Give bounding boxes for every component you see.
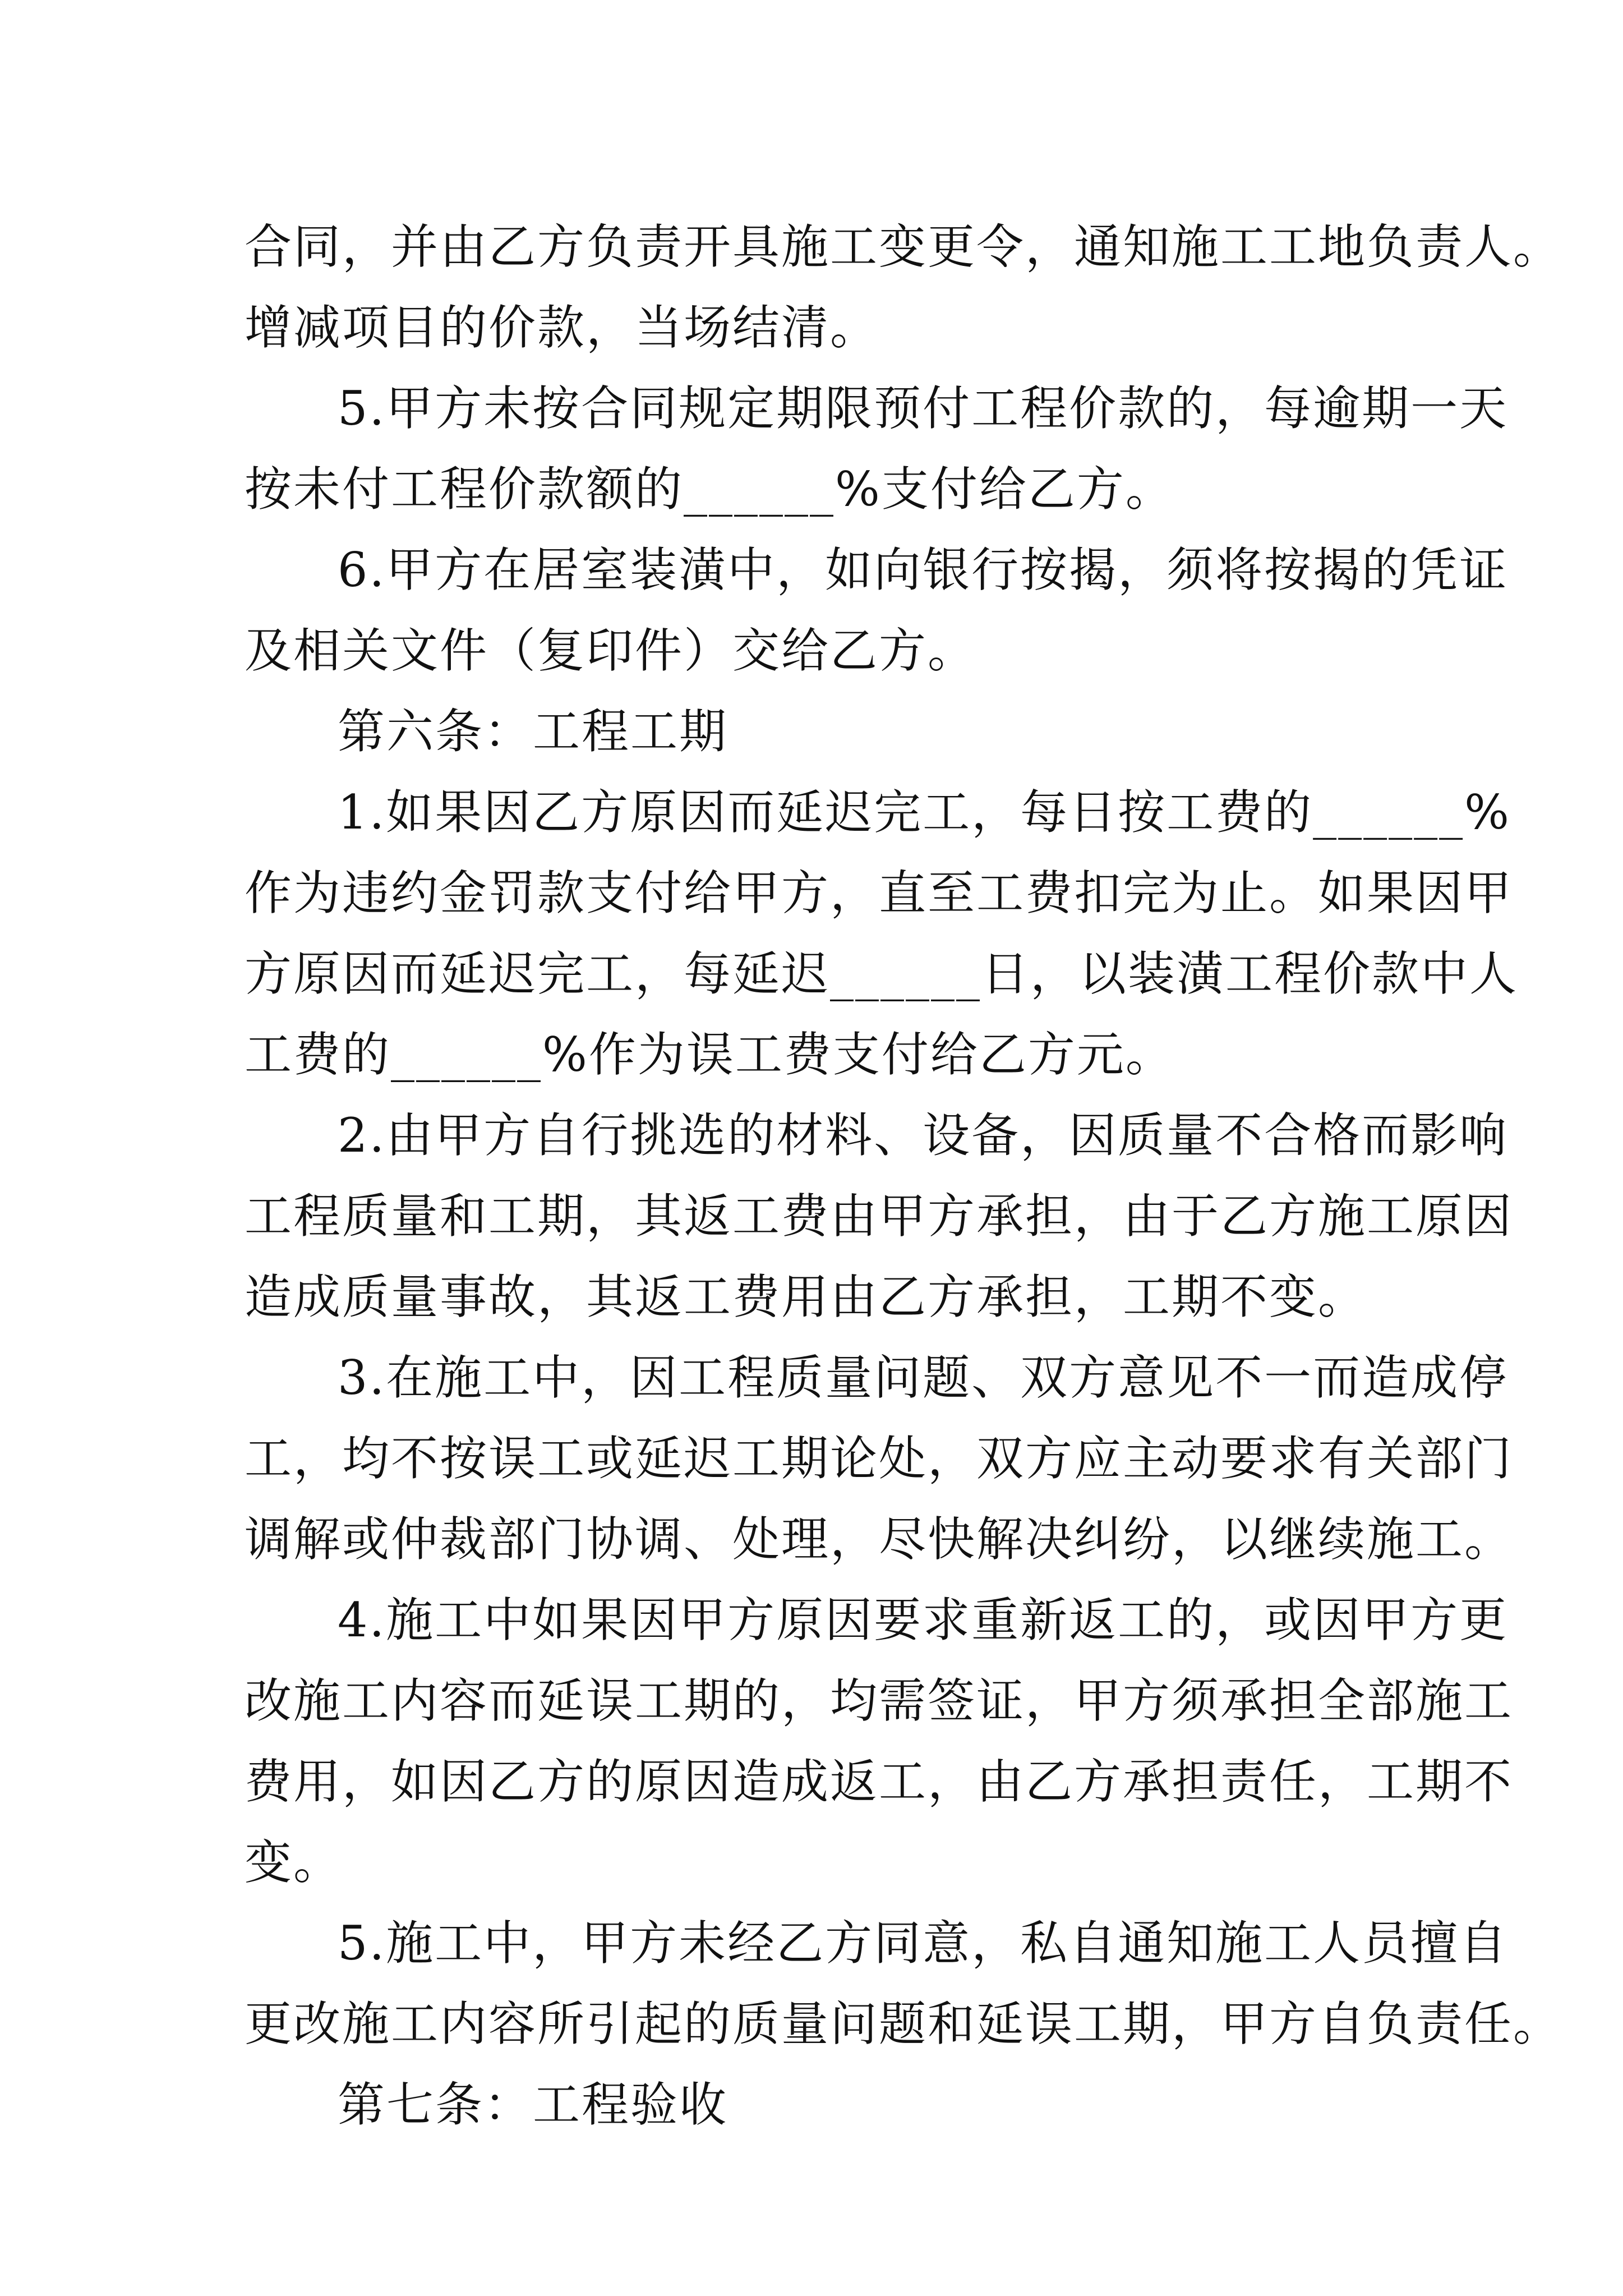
paragraph-article6-item-1	[245, 772, 1519, 1095]
paragraph-article6-item-3	[245, 1337, 1514, 1580]
text-line: 3.在施工中，因工程质量问题、双方意见不一而造成停	[338, 1350, 1509, 1405]
document-body	[245, 206, 1562, 2145]
text-line: 1.如果因乙方原因而延迟完工，每日按工费的______%	[338, 785, 1511, 840]
paragraph-clause-6	[245, 530, 1509, 691]
text-line: 6.甲方在居室装潢中，如向银行按揭，须将按揭的凭证	[338, 542, 1509, 597]
text-line: 工费的______%作为误工费支付给乙方元。	[245, 1027, 1174, 1082]
paragraph-clause-5	[245, 368, 1509, 530]
section-heading: 第六条：工程工期	[338, 704, 728, 759]
text-line: 5.甲方未按合同规定期限预付工程价款的，每逾期一天	[338, 381, 1509, 436]
paragraph-article6-item-4	[245, 1580, 1514, 1903]
text-line: 方原因而延迟完工，每延迟______日，以装潢工程价款中人	[245, 946, 1519, 1001]
text-line: 增减项目的价款，当场结清。	[245, 300, 879, 355]
section-heading-article-7	[245, 2064, 1385, 2145]
text-line: 工程质量和工期，其返工费由甲方承担，由于乙方施工原因	[245, 1189, 1514, 1244]
text-line: 及相关文件（复印件）交给乙方。	[245, 623, 977, 678]
paragraph-article6-item-2	[245, 1095, 1514, 1337]
text-line: 调解或仲裁部门协调、处理，尽快解决纠纷，以继续施工。	[245, 1512, 1514, 1567]
text-line: 造成质量事故，其返工费用由乙方承担，工期不变。	[245, 1269, 1367, 1324]
text-line: 改施工内容而延误工期的，均需签证，甲方须承担全部施工	[245, 1673, 1514, 1728]
text-line: 更改施工内容所引起的质量问题和延误工期，甲方自负责任。	[245, 1996, 1562, 2051]
paragraph-continuation	[245, 206, 1562, 368]
paragraph-article6-item-5	[245, 1903, 1562, 2064]
text-line: 按未付工程价款额的______%支付给乙方。	[245, 462, 1174, 517]
text-line: 2.由甲方自行挑选的材料、设备，因质量不合格而影响	[338, 1108, 1509, 1163]
text-line: 作为违约金罚款支付给甲方，直至工费扣完为止。如果因甲	[245, 866, 1514, 921]
text-line: 工，均不按误工或延迟工期论处，双方应主动要求有关部门	[245, 1431, 1514, 1486]
text-line: 费用，如因乙方的原因造成返工，由乙方承担责任，工期不	[245, 1754, 1514, 1809]
section-heading-article-6	[245, 691, 1385, 772]
section-heading: 第七条：工程验收	[338, 2077, 728, 2132]
text-line: 合同，并由乙方负责开具施工变更令，通知施工工地负责人。	[245, 219, 1562, 274]
text-line: 5.施工中，甲方未经乙方同意，私自通知施工人员擅自	[338, 1916, 1509, 1971]
text-line: 4.施工中如果因甲方原因要求重新返工的，或因甲方更	[338, 1593, 1509, 1648]
text-line: 变。	[245, 1835, 343, 1890]
